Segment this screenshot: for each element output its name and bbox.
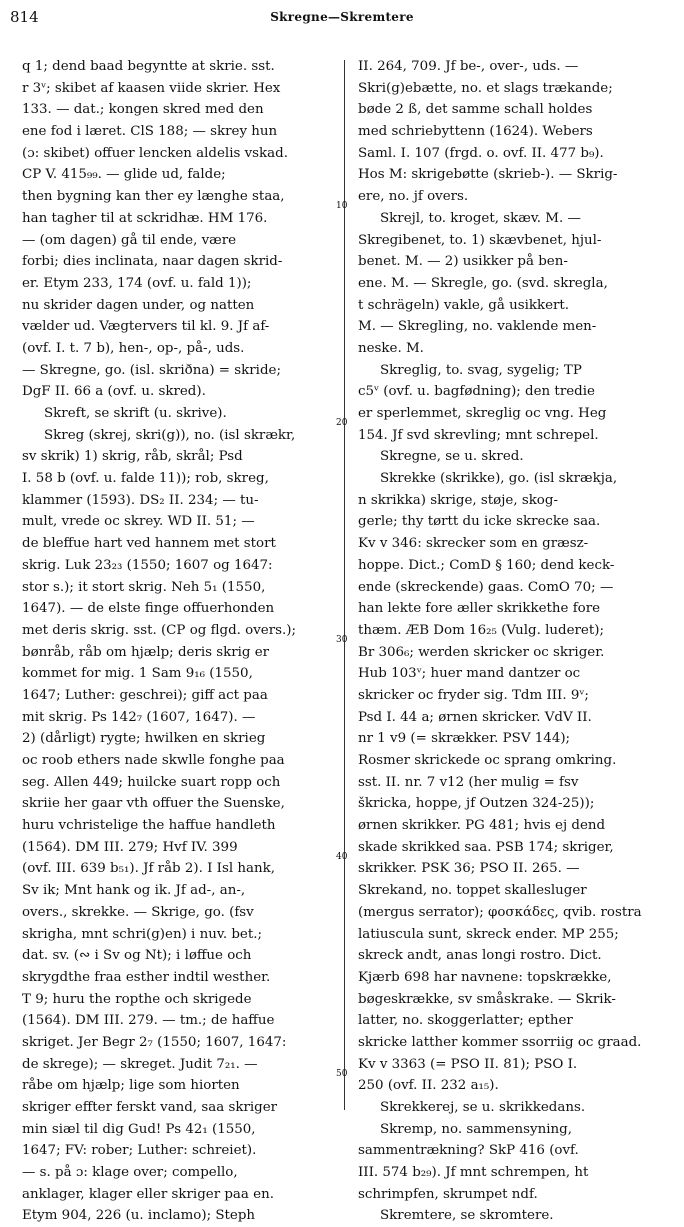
text-line: schrimpfen, skrumpet ndf. [358, 1186, 538, 1202]
text-line: skriie her gaar vth offuer the Suenske, [22, 796, 285, 812]
text-line: thæm. ÆB Dom 16₂₅ (Vulg. luderet); [358, 622, 604, 638]
text-line: overs., skrekke. — Skrige, go. (fsv [22, 904, 254, 920]
text-line: (ovf. III. 639 b₅₁). Jf råb 2). I Isl hank, [22, 861, 275, 877]
text-line: — (om dagen) gå til ende, være [22, 232, 237, 248]
text-line: Kv v 346: skrecker som en græsz- [358, 536, 589, 552]
text-line: nr 1 v9 (= skrækker. PSV 144); [358, 731, 571, 747]
text-line: II. 264, 709. Jf be-, over-, uds. — [358, 59, 579, 74]
column-divider [344, 60, 345, 1110]
text-line: Saml. I. 107 (frgd. o. ovf. II. 477 b₉). [358, 145, 604, 161]
text-line: med schriebyttenn (1624). Webers [358, 124, 593, 140]
text-line: klammer (1593). DS₂ II. 234; — tu- [22, 492, 259, 508]
page-number: 814 [10, 8, 39, 26]
text-line: ende (skreckende) gaas. ComO 70; — [358, 579, 614, 595]
margin-line-number: 10 [336, 201, 348, 212]
margin-line-number: 40 [336, 852, 348, 863]
text-line: q 1; dend baad begyntte at skrie. sst. [22, 59, 275, 74]
text-line: (1564). DM III. 279; Hvf IV. 399 [22, 839, 238, 855]
text-line: t schrägeln) vakle, gå usikkert. [358, 297, 570, 313]
text-line: han lekte fore æller skrikkethe fore [358, 601, 601, 617]
text-line: latter, no. skoggerlatter; epther [358, 1013, 573, 1029]
text-line: Psd I. 44 a; ørnen skricker. VdV II. [358, 709, 592, 725]
text-line: I. 58 b (ovf. u. falde 11)); rob, skreg, [22, 471, 269, 487]
text-line: 250 (ovf. II. 232 a₁₅). [358, 1078, 499, 1094]
margin-line-number: 30 [336, 635, 348, 646]
text-line: 1647; Luther: geschrei); giff act paa [22, 687, 268, 703]
text-line: 154. Jf svd skrevling; mnt schrepel. [358, 427, 599, 443]
text-line: stor s.); it stort skrig. Neh 5₁ (1550, [22, 579, 266, 595]
text-line: c5ᵛ (ovf. u. bagfødning); den tredie [358, 384, 595, 400]
text-line: bøgeskrække, sv småskrake. — Skrik- [358, 991, 616, 1007]
text-line: n skrikka) skrige, støje, skog- [358, 492, 558, 508]
text-line: (ovf. I. t. 7 b), hen-, op-, på-, uds. [22, 340, 245, 356]
text-line: ene. M. — Skregle, go. (svd. skregla, [358, 275, 608, 291]
text-line: Skri(g)ebætte, no. et slags trækande; [358, 80, 613, 96]
text-line: huru vchristelige the haffue handleth [22, 818, 276, 834]
text-line: er sperlemmet, skreglig oc vng. Heg [358, 406, 607, 421]
text-line: skrikker. PSK 36; PSO II. 265. — [358, 861, 580, 877]
text-line: DgF II. 66 a (ovf. u. skred). [22, 384, 206, 400]
text-line: škricka, hoppe, jf Outzen 324-25)); [358, 796, 595, 812]
text-line: met deris skrig. sst. (CP og flgd. overs.); [22, 622, 296, 638]
text-line: Hos M: skrigebøtte (skrieb-). — Skrig- [358, 167, 618, 183]
text-line: Skrekke (skrikke), go. (isl skrækja, [380, 471, 618, 487]
text-line: Skremp, no. sammensyning, [380, 1121, 572, 1137]
text-line: ørnen skrikker. PG 481; hvis ej dend [358, 818, 606, 834]
text-line: bønråb, råb om hjælp; deris skrig er [22, 644, 270, 660]
text-line: dat. sv. (∾ i Sv og Nt); i løffue och [22, 948, 252, 964]
text-line: skreck andt, anas longi rostro. Dict. [358, 948, 602, 964]
text-line: Etym 904, 226 (u. inclamo); Steph [22, 1208, 256, 1224]
text-line: seg. Allen 449; huilcke suart ropp och [22, 774, 281, 790]
text-line: bøde 2 ß, det samme schall holdes [358, 102, 593, 118]
text-line: mit skrig. Ps 142₇ (1607, 1647). — [22, 709, 256, 725]
text-line: Skrekand, no. toppet skallesluger [358, 883, 587, 899]
text-line: skade skrikked saa. PSB 174; skriger, [358, 839, 614, 855]
text-line: skricker oc fryder sig. Tdm III. 9ᵛ; [358, 687, 589, 703]
text-line: Skreg (skrej, skri(g)), no. (isl skrækr, [44, 427, 296, 443]
text-line: råbe om hjælp; lige som hiorten [22, 1078, 240, 1094]
text-line: Kv v 3363 (= PSO II. 81); PSO I. [358, 1056, 578, 1072]
text-line: (1564). DM III. 279. — tm.; de haffue [22, 1013, 275, 1029]
left-column [22, 56, 334, 1227]
text-line: Skrejl, to. kroget, skæv. M. — [380, 210, 581, 226]
text-line: T 9; huru the ropthe och skrigede [22, 991, 252, 1007]
text-line: hoppe. Dict.; ComD § 160; dend keck- [358, 557, 615, 573]
text-line: 1647). — de elste finge offuerhonden [22, 601, 275, 617]
text-line: de skrege); — skreget. Judit 7₂₁. — [22, 1056, 258, 1072]
text-line: sv skrik) 1) skrig, råb, skrål; Psd [22, 449, 243, 465]
text-line: 1647; FV: rober; Luther: schreiet). [22, 1143, 257, 1159]
text-line: forbi; dies inclinata, naar dagen skrid- [22, 254, 283, 270]
text-line: Skreglig, to. svag, sygelig; TP [380, 362, 582, 378]
text-line: mult, vrede oc skrey. WD II. 51; — [22, 514, 255, 530]
text-line: skrig. Luk 23₂₃ (1550; 1607 og 1647: [22, 557, 273, 573]
margin-line-number: 20 [336, 418, 348, 429]
text-line: (ɔ: skibet) offuer lencken aldelis vskad. [22, 145, 288, 161]
text-line: kommet for mig. 1 Sam 9₁₆ (1550, [22, 666, 253, 682]
text-line: oc roob ethers nade skwlle fonghe paa [22, 753, 285, 768]
text-line: Sv ik; Mnt hank og ik. Jf ad-, an-, [22, 883, 246, 899]
text-line: sst. II. nr. 7 v12 (her mulig = fsv [358, 774, 579, 790]
text-line: (mergus serrator); φοσκάδες, qvib. rostra [358, 904, 642, 920]
text-line: Skreft, se skrift (u. skrive). [44, 406, 227, 421]
text-line: benet. M. — 2) usikker på ben- [358, 254, 568, 270]
text-line: vælder ud. Vægtervers til kl. 9. Jf af- [22, 319, 270, 335]
text-line: Skremtere, se skromtere. [380, 1208, 554, 1224]
text-line: III. 574 b₂₉). Jf mnt schrempen, ht [358, 1165, 589, 1181]
text-line: 133. — dat.; kongen skred med den [22, 102, 264, 118]
text-line: skriger effter ferskt vand, saa skriger [22, 1100, 278, 1115]
text-line: anklager, klager eller skriger paa en. [22, 1186, 274, 1202]
text-line: skricke latther kommer ssorriig oc graad. [358, 1034, 642, 1050]
text-line: nu skrider dagen under, og natten [22, 297, 255, 313]
text-line: Rosmer skrickede oc sprang omkring. [358, 753, 617, 768]
text-line: Hub 103ᵛ; huer mand dantzer oc [358, 666, 581, 682]
text-line: min siæl til dig Gud! Ps 42₁ (1550, [22, 1121, 256, 1137]
text-line: Skrekkerej, se u. skrikkedans. [380, 1100, 586, 1115]
text-line: han tagher til at sckridhæ. HM 176. [22, 210, 268, 226]
text-line: M. — Skregling, no. vaklende men- [358, 319, 597, 335]
text-line: gerle; thy tørtt du icke skrecke saa. [358, 514, 601, 530]
text-line: Kjærb 698 har navnene: topskrække, [358, 969, 612, 985]
text-line: neske. M. [358, 340, 424, 356]
text-line: er. Etym 233, 174 (ovf. u. fald 1)); [22, 275, 252, 291]
text-line: skrygdthe fraa esther indtil westher. [22, 969, 271, 985]
text-line: Skregibenet, to. 1) skævbenet, hjul- [358, 232, 602, 248]
margin-line-number: 50 [336, 1069, 348, 1080]
text-line: ene fod i læret. ClS 188; — skrey hun [22, 124, 278, 140]
text-line: sammentrækning? SkP 416 (ovf. [358, 1143, 579, 1159]
text-line: skrigha, mnt schri(g)en) i nuv. bet.; [22, 926, 262, 942]
text-line: r 3ᵛ; skibet af kaasen viide skrier. Hex [22, 80, 281, 96]
text-line: — Skregne, go. (isl. skriðna) = skride; [22, 362, 281, 378]
text-line: 2) (dårligt) rygte; hwilken en skrieg [22, 731, 266, 747]
text-line: ere, no. jf overs. [358, 189, 469, 205]
right-column [358, 56, 674, 1227]
text-line: Br 306₆; werden skricker oc skriger. [358, 644, 605, 660]
text-line: Skregne, se u. skred. [380, 449, 524, 465]
text-line: then bygning kan ther ey længhe staa, [22, 189, 285, 205]
text-line: CP V. 415₉₉. — glide ud, falde; [22, 167, 226, 183]
running-head: Skregne—Skremtere [270, 10, 414, 24]
text-line: — s. på ɔ: klage over; compello, [22, 1165, 238, 1181]
text-line: de bleffue hart ved hannem met stort [22, 536, 276, 552]
text-line: latiuscula sunt, skreck ender. MP 255; [358, 926, 619, 942]
text-line: skriget. Jer Begr 2₇ (1550; 1607, 1647: [22, 1034, 287, 1050]
